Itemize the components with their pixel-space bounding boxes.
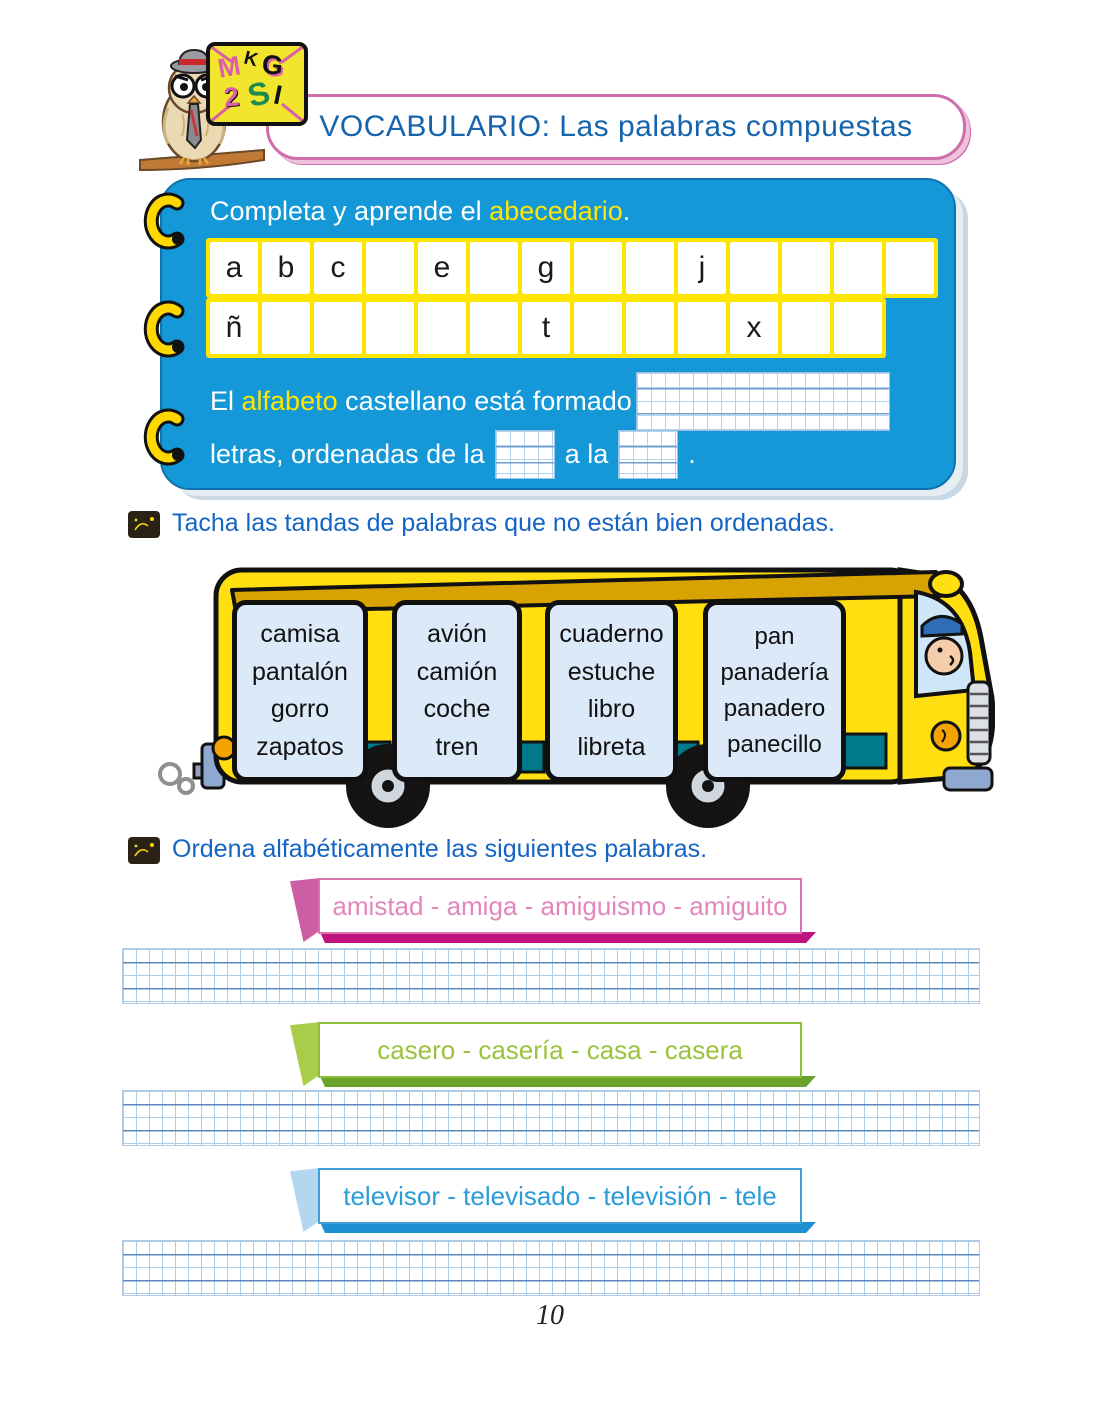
alphabet-cell-empty[interactable] bbox=[418, 302, 466, 354]
alphabet-cell-empty[interactable] bbox=[314, 302, 362, 354]
word: estuche bbox=[567, 657, 656, 686]
logo-letter: I bbox=[271, 79, 285, 111]
prompt-suffix: . bbox=[622, 196, 631, 226]
sentence1-prefix: El bbox=[210, 386, 242, 416]
logo-letter: S bbox=[243, 73, 274, 115]
alphabet-cell-empty[interactable] bbox=[366, 242, 414, 294]
answer-gridbox-small[interactable] bbox=[495, 430, 555, 479]
spiral-ring-icon bbox=[138, 192, 186, 250]
word: avión bbox=[427, 620, 487, 648]
word: panadería bbox=[720, 659, 829, 686]
bus-illustration bbox=[150, 556, 995, 836]
banner-flap bbox=[290, 1022, 320, 1086]
banner-text: amistad - amiga - amiguismo - amiguito bbox=[318, 878, 802, 934]
alphabet-cell-empty[interactable] bbox=[782, 242, 830, 294]
chalkboard-icon bbox=[128, 837, 160, 864]
exercise2-instruction: Ordena alfabéticamente las siguientes palabras. bbox=[172, 835, 708, 863]
word: panecillo bbox=[727, 731, 822, 758]
word: tren bbox=[435, 732, 479, 761]
banner-text: televisor - televisado - televisión - tele bbox=[318, 1168, 802, 1224]
word: panadero bbox=[723, 695, 826, 722]
alphabet-cell: a bbox=[210, 242, 258, 294]
panel-sentence-1 bbox=[210, 372, 890, 431]
alphabet-cell: t bbox=[522, 302, 570, 354]
title-banner bbox=[266, 94, 966, 160]
alphabet-cell-empty[interactable] bbox=[366, 302, 414, 354]
writing-grid-line[interactable] bbox=[122, 1240, 980, 1296]
bus-window-word-group bbox=[232, 600, 368, 782]
alphabet-cell-empty[interactable] bbox=[470, 242, 518, 294]
alphabet-row-2 bbox=[206, 298, 886, 358]
alphabet-cell-empty[interactable] bbox=[626, 302, 674, 354]
answer-gridbox-large[interactable] bbox=[636, 372, 890, 431]
chalkboard-icon bbox=[128, 511, 160, 538]
alphabet-cell: j bbox=[678, 242, 726, 294]
alphabet-cell-empty[interactable] bbox=[262, 302, 310, 354]
word: pantalón bbox=[252, 657, 348, 686]
alphabet-cell: c bbox=[314, 242, 362, 294]
alphabet-cell-empty[interactable] bbox=[626, 242, 674, 294]
alphabet-cell: e bbox=[418, 242, 466, 294]
banner-flap bbox=[290, 1168, 320, 1232]
word: coche bbox=[423, 695, 491, 723]
alphabet-cell: b bbox=[262, 242, 310, 294]
word: camisa bbox=[260, 620, 340, 648]
alphabet-cell: g bbox=[522, 242, 570, 294]
logo-letter: 2 bbox=[222, 81, 241, 113]
banner-flap bbox=[290, 878, 320, 942]
word: libro bbox=[587, 695, 636, 723]
word-banner-blue bbox=[290, 1168, 802, 1234]
word: libreta bbox=[577, 732, 646, 761]
panel-prompt bbox=[210, 196, 630, 227]
panel-sentence-2 bbox=[210, 430, 696, 479]
alphabet-cell-empty[interactable] bbox=[782, 302, 830, 354]
word: zapatos bbox=[256, 732, 344, 761]
sentence2-part1: letras, ordenadas de la bbox=[210, 439, 485, 469]
bus-window-word-group bbox=[703, 600, 846, 782]
alphabet-cell-empty[interactable] bbox=[730, 242, 778, 294]
logo-letter: G bbox=[260, 48, 285, 82]
alphabet-row-1 bbox=[206, 238, 938, 298]
writing-grid-line[interactable] bbox=[122, 1090, 980, 1146]
alphabet-cell-empty[interactable] bbox=[574, 302, 622, 354]
sentence1-suffix: castellano está formado bbox=[337, 386, 632, 416]
writing-grid-line[interactable] bbox=[122, 948, 980, 1004]
spiral-ring-icon bbox=[138, 408, 186, 466]
logo-sign bbox=[206, 42, 308, 126]
notebook-panel bbox=[160, 178, 956, 490]
alphabet-cell-empty[interactable] bbox=[678, 302, 726, 354]
sentence2-end: . bbox=[688, 439, 696, 469]
page-title: VOCABULARIO: Las palabras compuestas bbox=[319, 110, 913, 143]
logo-letter: K bbox=[241, 47, 261, 72]
word-banner-pink bbox=[290, 878, 802, 944]
banner-text: casero - casería - casa - casera bbox=[318, 1022, 802, 1078]
sentence2-part2: a la bbox=[564, 439, 609, 469]
alphabet-cell: x bbox=[730, 302, 778, 354]
prompt-highlight: abecedario bbox=[489, 196, 623, 226]
exercise1-instruction: Tacha las tandas de palabras que no están bien ordenadas. bbox=[172, 509, 835, 537]
logo-letter: M bbox=[215, 50, 243, 84]
word: camión bbox=[416, 657, 498, 686]
bus-window-word-group bbox=[392, 600, 522, 782]
word: gorro bbox=[270, 695, 330, 723]
alphabet-cell-empty[interactable] bbox=[574, 242, 622, 294]
word: cuaderno bbox=[559, 620, 664, 648]
alphabet-cell: ñ bbox=[210, 302, 258, 354]
alphabet-cell-empty[interactable] bbox=[470, 302, 518, 354]
alphabet-cell-empty[interactable] bbox=[834, 302, 882, 354]
alphabet-cell-empty[interactable] bbox=[886, 242, 934, 294]
word-banner-green bbox=[290, 1022, 802, 1088]
alphabet-cell-empty[interactable] bbox=[834, 242, 882, 294]
bus-window-word-group bbox=[545, 600, 678, 782]
answer-gridbox-small[interactable] bbox=[618, 430, 678, 479]
word: pan bbox=[754, 623, 795, 650]
spiral-ring-icon bbox=[138, 300, 186, 358]
page-number: 10 bbox=[536, 1300, 564, 1331]
sentence1-highlight: alfabeto bbox=[241, 386, 338, 416]
prompt-prefix: Completa y aprende el bbox=[210, 196, 490, 226]
